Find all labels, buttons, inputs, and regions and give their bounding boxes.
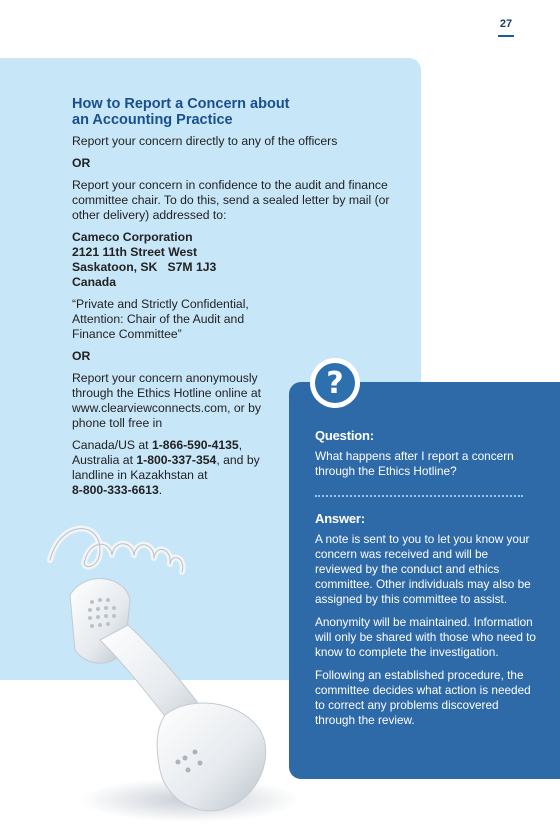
- answer-paragraph-3: Following an established procedure, the committee decides what action is needed to correct any problems discovered through the review.: [315, 668, 531, 727]
- australia-suffix: , and by: [216, 453, 260, 467]
- dotted-divider: [315, 495, 523, 497]
- anonymous-line-2: through the Ethics Hotline online at: [72, 386, 262, 400]
- question-label: Question:: [315, 428, 374, 443]
- address-line-4: Canada: [72, 275, 117, 289]
- canada-suffix: ,: [238, 438, 243, 452]
- answer-label: Answer:: [315, 511, 365, 526]
- address-line-2: 2121 11th Street West: [72, 245, 198, 259]
- anonymous-line-4: phone toll free in: [72, 416, 163, 430]
- or-separator-2: OR: [72, 349, 91, 363]
- attention-text: [72, 297, 402, 342]
- phone-line-kazakhstan-label: landline in Kazakhstan at: [72, 468, 208, 482]
- page-number: 27: [499, 18, 513, 30]
- address-line-1: Cameco Corporation: [72, 230, 193, 244]
- question-text: What happens after I report a concern through the Ethics Hotline?: [315, 449, 514, 478]
- qa-content: [315, 428, 537, 736]
- attention-line-2: Attention: Chair of the Audit and: [72, 312, 245, 326]
- question-mark-icon: [310, 358, 360, 408]
- anonymous-line-1: Report your concern anonymously: [72, 371, 258, 385]
- heading-line-1: How to Report a Concern about: [72, 96, 290, 112]
- intro-text: Report your concern directly to any of the officers: [72, 134, 338, 148]
- mailing-address: [72, 230, 402, 290]
- australia-label: Australia at: [72, 453, 137, 467]
- kazakhstan-suffix: .: [158, 483, 163, 497]
- canada-label: Canada/US at: [72, 438, 152, 452]
- anonymous-line-3: www.clearviewconnects.com, or by: [72, 401, 261, 415]
- canada-number: 1-866-590-4135: [151, 438, 239, 452]
- attention-line-1: “Private and Strictly Confidential,: [72, 297, 249, 311]
- phone-cord: [50, 529, 183, 572]
- page-number-rule: [498, 35, 514, 37]
- heading-line-2: an Accounting Practice: [72, 112, 233, 128]
- answer-paragraph-2: Anonymity will be maintained. Information will only be shared with those who need to know to complete the investigation.: [315, 615, 536, 659]
- kazakhstan-number: 8-800-333-6613: [72, 483, 159, 497]
- address-line-3: Saskatoon, SK S7M 1J3: [72, 260, 217, 274]
- or-separator-1: OR: [72, 156, 91, 170]
- section-heading: [72, 96, 402, 128]
- question-mark-glyph: ?: [315, 363, 355, 403]
- telephone-handset-image: [40, 500, 310, 830]
- confidence-text: Report your concern in confidence to the audit and finance committee chair. To do this, send a sealed letter by mail (or other delivery) addressed to:: [72, 178, 390, 222]
- answer-paragraph-1: A note is sent to you to let you know your concern was received and will be reviewed by the conduct and ethics committee. Other individuals may also be assigned by this committee to assist.: [315, 532, 531, 606]
- australia-number: 1-800-337-354: [136, 453, 217, 467]
- attention-line-3: Finance Committee”: [72, 327, 182, 341]
